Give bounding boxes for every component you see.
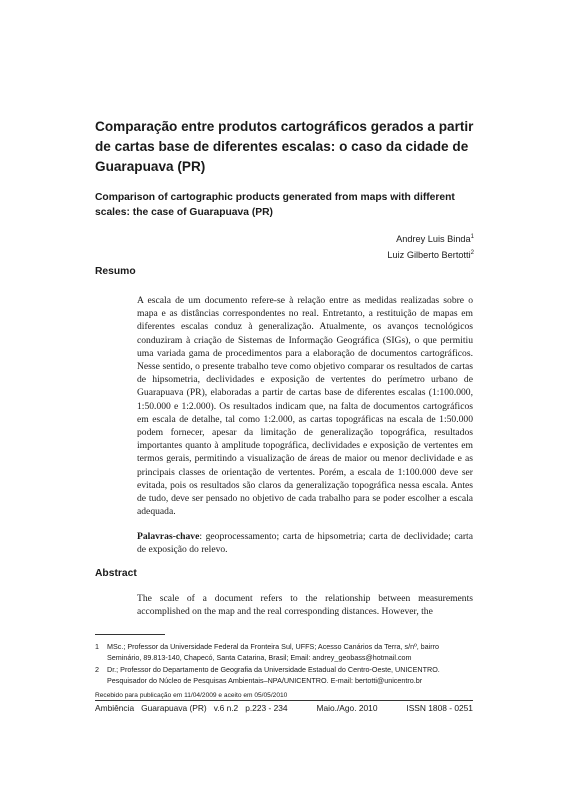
paper-subtitle-english: Comparison of cartographic products generated from maps with different scales: the case of Guarapuava (PR) xyxy=(95,192,455,218)
resumo-heading: Resumo xyxy=(95,266,136,277)
author-list xyxy=(387,230,474,262)
page-footer xyxy=(95,703,473,713)
footer-divider xyxy=(95,700,473,701)
footer-date: Maio./Ago. 2010 xyxy=(316,703,378,713)
abstract-text: The scale of a document refers to the relationship between measurements accomplished on the map and the real corresponding distances. However, the xyxy=(137,593,473,618)
footer-journal: Ambiência Guarapuava (PR) v.6 n.2 p.223 - 234 xyxy=(95,703,288,713)
author-2 xyxy=(387,246,474,262)
keywords-list: : geoprocessamento; carta de hipsometria; carta de declividade; carta de exposição do relevo. xyxy=(137,531,473,556)
author-footnote-mark: 2 xyxy=(470,250,474,257)
footnote-divider xyxy=(95,634,165,635)
author-1 xyxy=(387,230,474,246)
abstract-heading: Abstract xyxy=(95,568,137,579)
footnote-text: Dr.; Professor do Departamento de Geografia da Universidade Estadual do Centro-Oeste, UNICENTRO. Pesquisador do Núcleo de Pesquisas Ambientais–NPA/UNICENTRO. E-mail: bertotti@unicentro.br xyxy=(107,665,440,685)
author-name: Andrey Luis Binda xyxy=(396,234,471,245)
footnote-1 xyxy=(95,642,475,663)
footer-issn: ISSN 1808 - 0251 xyxy=(406,703,473,713)
paper-title: Comparação entre produtos cartográficos gerados a partir de cartas base de diferentes escalas: o caso da cidade de Guarapuava (PR) xyxy=(95,119,474,174)
author-footnote-mark: 1 xyxy=(470,234,474,240)
footnote-text: MSc.; Professor da Universidade Federal da Fronteira Sul, UFFS; Acesso Canários da Terra, s/nº, bairro Seminário, 89.813-140, Chapecó, Santa Catarina, Brasil; Email: andrey_geobass@hotmail.com xyxy=(107,642,440,662)
received-date: Recebido para publicação em 11/04/2009 e aceito em 05/05/2010 xyxy=(95,692,288,699)
keywords xyxy=(137,530,473,556)
footnote-number: 1 xyxy=(95,642,99,651)
resumo-text: A escala de um documento refere-se à relação entre as medidas realizadas sobre o mapa e as distâncias correspondentes no real. Entretanto, a restituição de mapas em diferentes escalas conduz à generalização. Atualmente, os avanços tecnológicos conduziram à criação de Sistemas de Informação Geográfica (SIGs), o que permitiu uma variada gama de procedimentos para a elaboração de documentos cartográficos. Nesse sentido, o presente trabalho teve como objetivo comparar os resultados de cartas de hipsometria, declividades e exposição de vertentes do perímetro urbano de Guarapuava (PR), elaboradas a partir de cartas base de diferentes escalas (1:100.000, 1:50.000 e 1:2.000). Os resultados indicam que, na falta de documentos cartográficos em escala de detalhe, tal como 1:2.000, as cartas topográficas na escala de 1:50.000 podem fornecer, apesar da limitação de generalização topográfica, resultados importantes quanto à amplitude topográfica, declividades e exposição de vertentes em termos gerais, permitindo a visualização de áreas de maior ou menor declividade e as principais classes de orientação de vertentes. Porém, a escala de 1:100.000 deve ser evitada, pois os resultados são claros da generalização topográfica nessa escala. Antes de tudo, deve ser pensado no objetivo de cada trabalho para se poder escolher a escala adequada. xyxy=(137,295,473,518)
footnote-2 xyxy=(95,665,475,686)
author-name: Luiz Gilberto Bertotti xyxy=(387,250,471,261)
keywords-label: Palavras-chave xyxy=(137,531,200,542)
footnote-number: 2 xyxy=(95,665,99,674)
